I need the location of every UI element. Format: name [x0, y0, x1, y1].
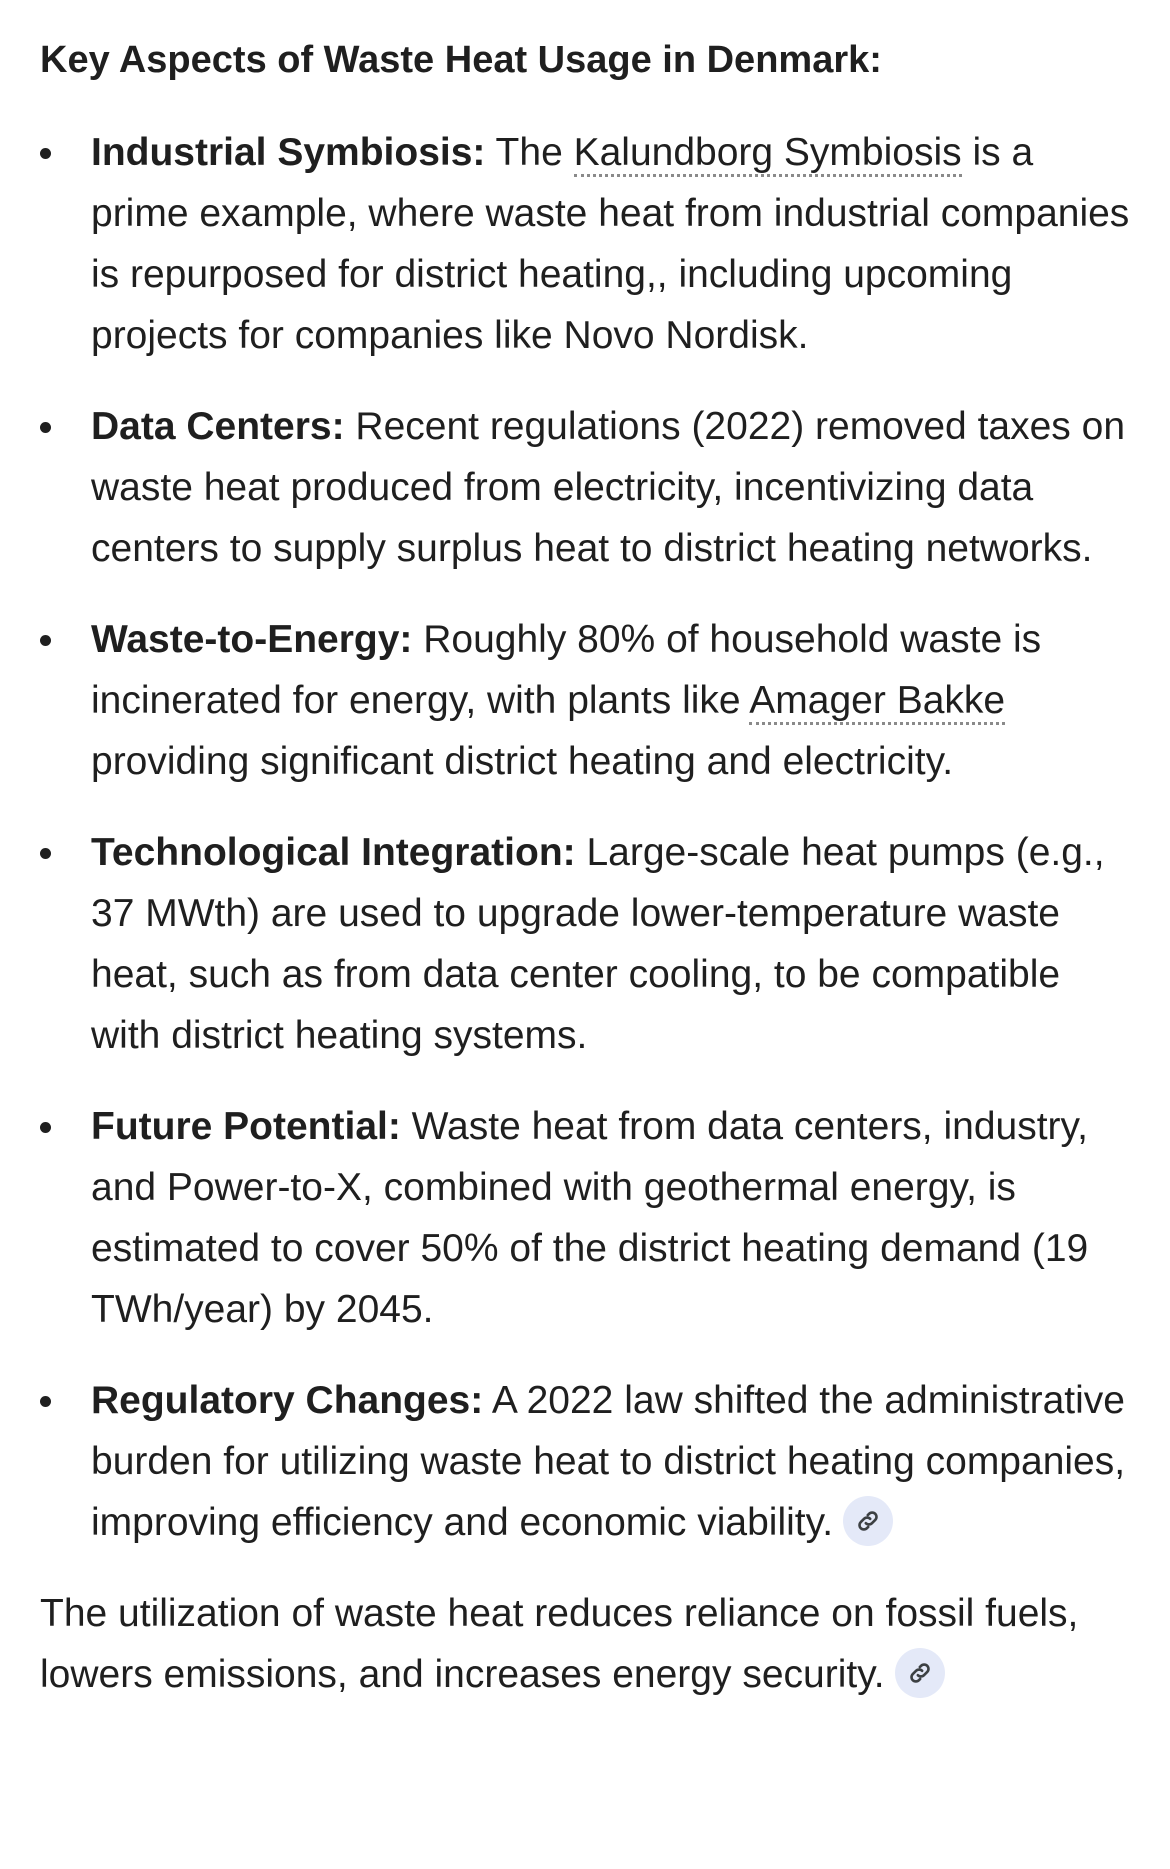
item-text: Large-scale heat pumps (e.g., 37 MWth) are used to upgrade lower-temperature waste heat, such as from data center cooling, to be compatible with district heating systems. — [91, 831, 1105, 1057]
item-title: Regulatory Changes: — [91, 1379, 484, 1422]
amager-bakke-link[interactable]: Amager Bakke — [749, 679, 1005, 725]
list-item-technological-integration — [40, 822, 1130, 1066]
item-text: A 2022 law shifted the administrative burden for utilizing waste heat to district heating companies, improving efficiency and economic viability. — [91, 1379, 1126, 1544]
link-icon — [855, 1508, 881, 1534]
item-title: Data Centers: — [91, 405, 345, 448]
item-title: Industrial Symbiosis: — [91, 131, 486, 174]
item-text: Roughly 80% of household waste is incinerated for energy, with plants like — [91, 618, 1042, 722]
item-text: providing significant district heating and electricity. — [91, 740, 954, 783]
closing-paragraph — [40, 1583, 1130, 1705]
list-item-future-potential — [40, 1096, 1130, 1340]
item-title: Waste-to-Energy: — [91, 618, 413, 661]
item-title: Future Potential: — [91, 1105, 401, 1148]
item-text: Waste heat from data centers, industry, and Power-to-X, combined with geothermal energy, is estimated to cover 50% of the district heating demand (19 TWh/year) by 2045. — [91, 1105, 1089, 1331]
list-item-industrial-symbiosis — [40, 122, 1130, 366]
kalundborg-symbiosis-link[interactable]: Kalundborg Symbiosis — [574, 131, 962, 177]
list-item-waste-to-energy — [40, 609, 1130, 792]
item-text: Recent regulations (2022) removed taxes on waste heat produced from electricity, incentivizing data centers to supply surplus heat to district heating networks. — [91, 405, 1126, 570]
list-item-regulatory-changes — [40, 1370, 1130, 1553]
item-text: The — [485, 131, 574, 174]
link-icon — [907, 1660, 933, 1686]
item-text: is a prime example, where waste heat from industrial companies is repurposed for district heating,, including upcoming projects for companies like Novo Nordisk. — [91, 131, 1130, 357]
closing-text: The utilization of waste heat reduces reliance on fossil fuels, lowers emissions, and increases energy security. — [40, 1592, 1079, 1696]
source-link-chip[interactable] — [843, 1496, 893, 1546]
item-title: Technological Integration: — [91, 831, 576, 874]
source-link-chip[interactable] — [895, 1648, 945, 1698]
list-item-data-centers — [40, 396, 1130, 579]
aspects-list — [40, 122, 1130, 1553]
section-heading: Key Aspects of Waste Heat Usage in Denmark: — [40, 39, 882, 81]
